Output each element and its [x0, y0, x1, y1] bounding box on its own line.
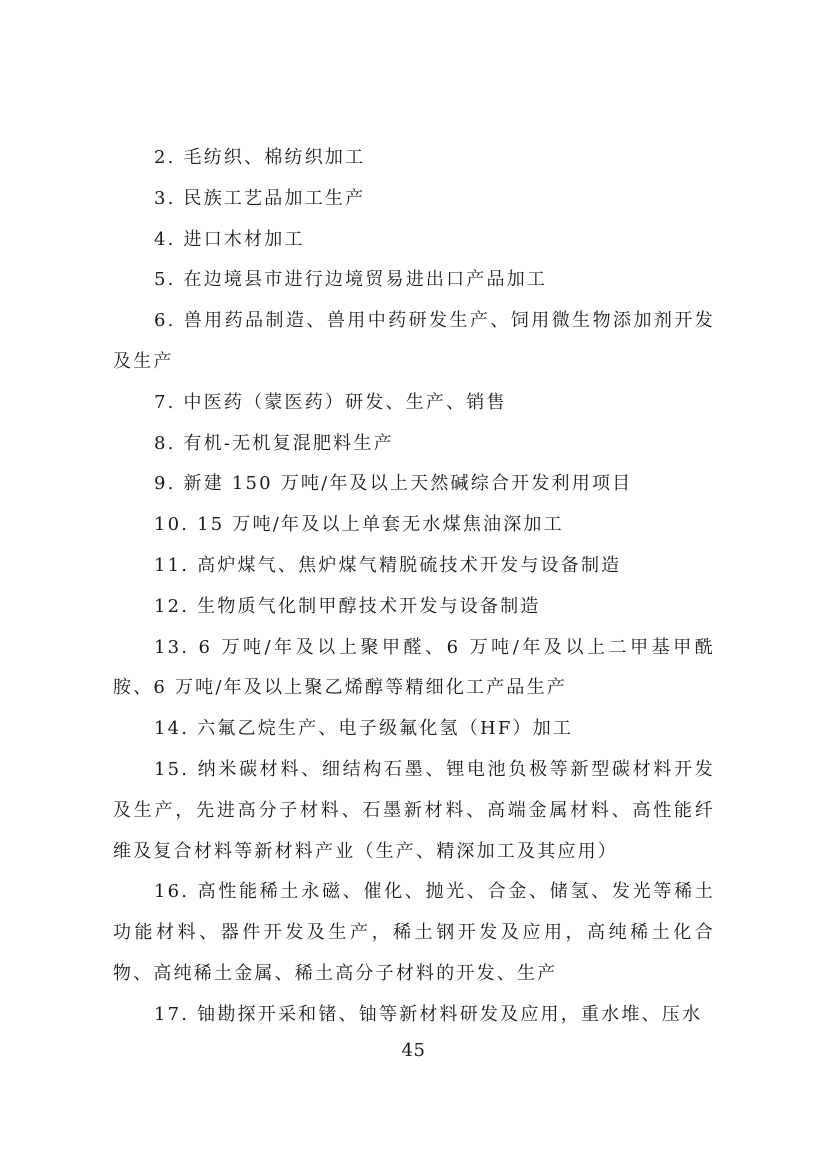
list-item: 6. 兽用药品制造、兽用中药研发生产、饲用微生物添加剂开发及生产 — [113, 310, 715, 372]
list-item: 17. 铀勘探开采和锗、铀等新材料研发及应用，重水堆、压水 — [154, 1003, 703, 1025]
list-item: 3. 民族工艺品加工生产 — [154, 187, 366, 209]
list-item: 15. 纳米碳材料、细结构石墨、锂电池负极等新型碳材料开发及生产，先进高分子材料、石墨新材料、高端金属材料、高性能纤维及复合材料等新材料产业（生产、精深加工及其应用） — [113, 758, 715, 862]
list-item: 2. 毛纺织、棉纺织加工 — [154, 147, 366, 168]
list-item: 9. 新建 150 万吨/年及以上天然碱综合开发利用项目 — [154, 473, 633, 495]
list-item: 14. 六氟乙烷生产、电子级氟化氢（HF）加工 — [154, 718, 574, 740]
list-item: 10. 15 万吨/年及以上单套无水煤焦油深加工 — [154, 514, 564, 536]
list-item: 7. 中医药（蒙医药）研发、生产、销售 — [154, 391, 507, 413]
list-item: 5. 在边境县市进行边境贸易进出口产品加工 — [154, 269, 548, 291]
page-number: 45 — [401, 1040, 426, 1061]
list-item: 11. 高炉煤气、焦炉煤气精脱硫技术开发与设备制造 — [154, 554, 622, 576]
list-item: 13. 6 万吨/年及以上聚甲醛、6 万吨/年及以上二甲基甲酰胺、6 万吨/年及以上聚乙烯醇等精细化工产品生产 — [113, 636, 715, 699]
list-item: 16. 高性能稀土永磁、催化、抛光、合金、储氢、发光等稀土功能材料、器件开发及生产，稀土钢开发及应用，高纯稀土化合物、高纯稀土金属、稀土高分子材料的开发、生产 — [113, 881, 715, 984]
item-list — [113, 138, 715, 1036]
list-item: 8. 有机-无机复混肥料生产 — [154, 432, 394, 454]
list-item: 12. 生物质气化制甲醇技术开发与设备制造 — [154, 595, 541, 617]
list-item: 4. 进口木材加工 — [154, 228, 305, 250]
